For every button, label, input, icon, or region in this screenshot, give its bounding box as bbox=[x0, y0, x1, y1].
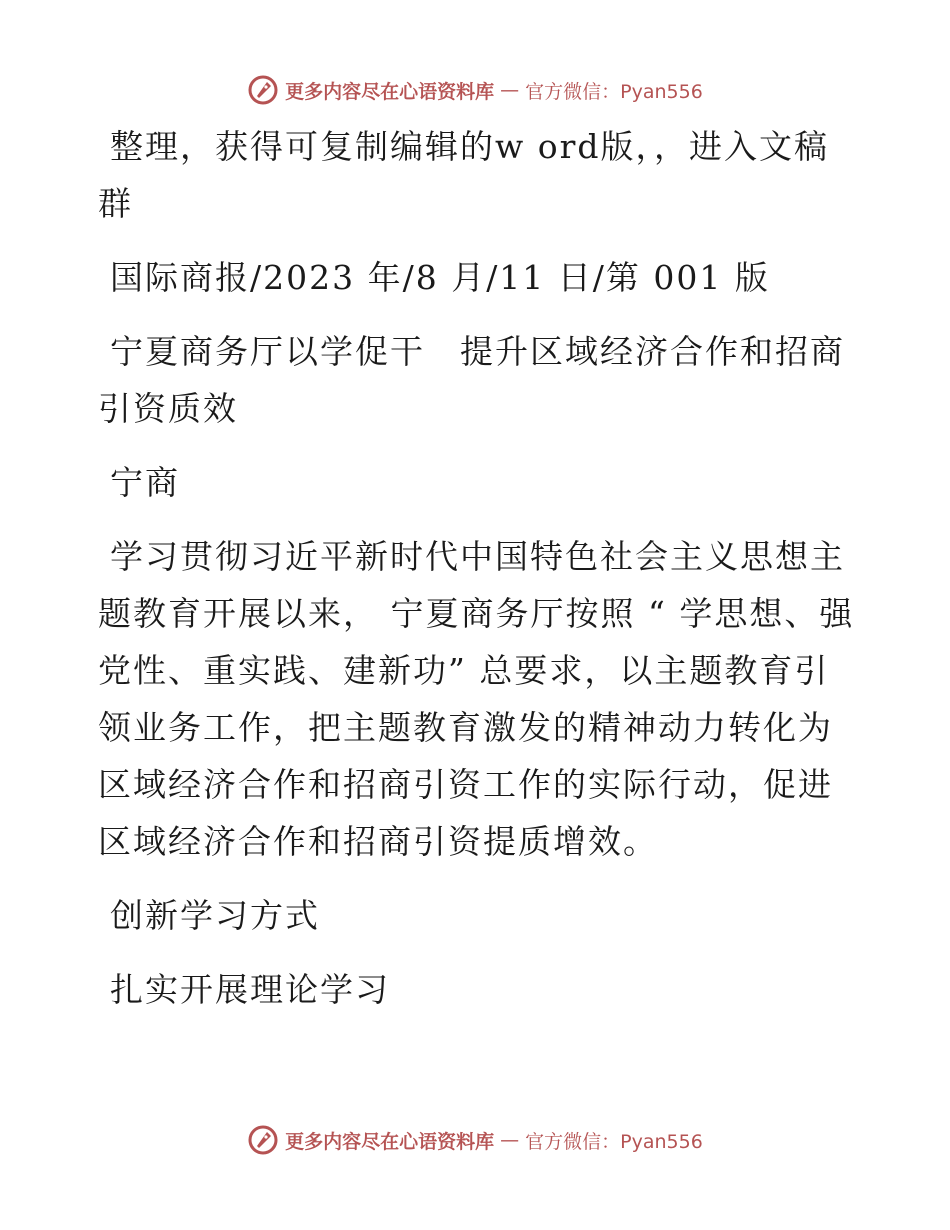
source-line: 国际商报/2023 年/8 月/11 日/第 001 版 bbox=[110, 258, 770, 297]
watermark-contact-text: 官方微信：Pyan556 bbox=[525, 80, 703, 103]
pen-nib-circle-icon bbox=[247, 74, 279, 106]
section-heading: 创新学习方式 bbox=[110, 896, 320, 935]
intro-paragraph: 整理，获得可复制编辑的w ord版，，进入文稿群 bbox=[98, 127, 830, 223]
footer-watermark bbox=[0, 1120, 950, 1160]
body-paragraph: 学习贯彻习近平新时代中国特色社会主义思想主题教育开展以来， 宁夏商务厅按照 “ 学思想、强党性、重实践、建新功” 总要求，以主题教育引领业务工作，把主题教育激发的精神动力转化为区域经济合作和招商引资工作的实际行动，促进区域经济合作和招商引资提质增效。 bbox=[98, 537, 855, 861]
watermark-contact-text: 官方微信：Pyan556 bbox=[525, 1130, 703, 1153]
watermark-separator: — bbox=[500, 1129, 520, 1151]
watermark-site-text: 更多内容尽在心语资料库 bbox=[285, 80, 495, 103]
subsection-heading: 扎实开展理论学习 bbox=[110, 970, 390, 1009]
pen-nib-circle-icon bbox=[247, 1124, 279, 1156]
article-title: 宁夏商务厅以学促干 提升区域经济合作和招商引资质效 bbox=[98, 332, 845, 428]
author-line: 宁商 bbox=[110, 463, 180, 502]
header-watermark bbox=[0, 70, 950, 110]
watermark-site-text: 更多内容尽在心语资料库 bbox=[285, 1130, 495, 1153]
document-body bbox=[98, 118, 858, 1035]
watermark-separator: — bbox=[500, 79, 520, 101]
